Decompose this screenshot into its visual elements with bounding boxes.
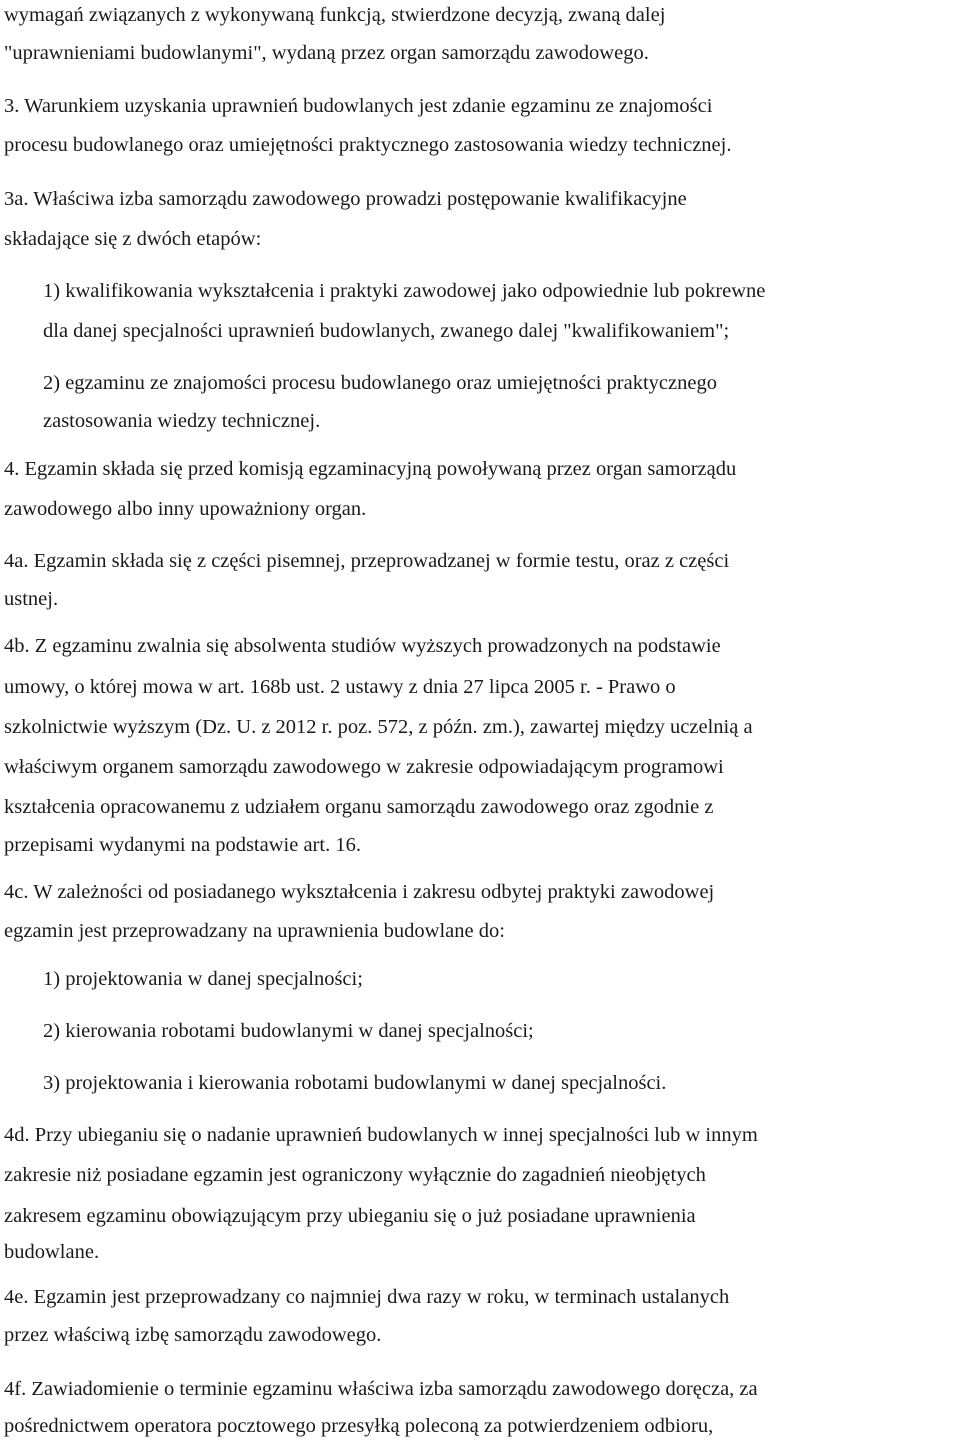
paragraph-4f-line: pośrednictwem operatora pocztowego przesyłką poleconą za potwierdzeniem odbioru, bbox=[4, 1415, 714, 1437]
paragraph-4b-line: umowy, o której mowa w art. 168b ust. 2 ustawy z dnia 27 lipca 2005 r. - Prawo o bbox=[4, 676, 676, 698]
list-item-projektowanie: 1) projektowania w danej specjalności; bbox=[43, 968, 363, 990]
paragraph-4d-line: zakresie niż posiadane egzamin jest ograniczony wyłącznie do zagadnień nieobjętych bbox=[4, 1164, 706, 1186]
paragraph-4e-line: 4e. Egzamin jest przeprowadzany co najmniej dwa razy w roku, w terminach ustalanych bbox=[4, 1286, 730, 1308]
list-item-1-line: dla danej specjalności uprawnień budowlanych, zwanego dalej "kwalifikowaniem"; bbox=[43, 320, 730, 342]
paragraph-4b-line: 4b. Z egzaminu zwalnia się absolwenta studiów wyższych prowadzonych na podstawie bbox=[4, 635, 721, 657]
list-item-kierowanie: 2) kierowania robotami budowlanymi w danej specjalności; bbox=[43, 1020, 534, 1042]
list-item-projektowanie-i-kierowanie: 3) projektowania i kierowania robotami budowlanymi w danej specjalności. bbox=[43, 1072, 667, 1094]
text-line: wymagań związanych z wykonywaną funkcją, stwierdzone decyzją, zwaną dalej bbox=[4, 4, 666, 26]
paragraph-4b-line: szkolnictwie wyższym (Dz. U. z 2012 r. poz. 572, z późn. zm.), zawartej między uczelnią a bbox=[4, 716, 753, 738]
paragraph-4d-line: zakresem egzaminu obowiązującym przy ubieganiu się o już posiadane uprawnienia bbox=[4, 1205, 696, 1227]
paragraph-3a-line: 3a. Właściwa izba samorządu zawodowego prowadzi postępowanie kwalifikacyjne bbox=[4, 188, 687, 210]
paragraph-3-line: 3. Warunkiem uzyskania uprawnień budowlanych jest zdanie egzaminu ze znajomości bbox=[4, 95, 713, 117]
list-item-2-line: zastosowania wiedzy technicznej. bbox=[43, 410, 321, 432]
paragraph-4a-line: 4a. Egzamin składa się z części pisemnej, przeprowadzanej w formie testu, oraz z części bbox=[4, 550, 730, 572]
paragraph-4d-line: 4d. Przy ubieganiu się o nadanie uprawnień budowlanych w innej specjalności lub w innym bbox=[4, 1124, 758, 1146]
paragraph-4f-line: 4f. Zawiadomienie o terminie egzaminu właściwa izba samorządu zawodowego doręcza, za bbox=[4, 1378, 758, 1400]
paragraph-4c-line: 4c. W zależności od posiadanego wykształcenia i zakresu odbytej praktyki zawodowej bbox=[4, 881, 715, 903]
paragraph-3a-line: składające się z dwóch etapów: bbox=[4, 228, 262, 250]
list-item-2-line: 2) egzaminu ze znajomości procesu budowlanego oraz umiejętności praktycznego bbox=[43, 372, 717, 394]
paragraph-4c-line: egzamin jest przeprowadzany na uprawnienia budowlane do: bbox=[4, 920, 505, 942]
paragraph-4-line: 4. Egzamin składa się przed komisją egzaminacyjną powoływaną przez organ samorządu bbox=[4, 458, 737, 480]
paragraph-4b-line: przepisami wydanymi na podstawie art. 16. bbox=[4, 834, 361, 856]
paragraph-4d-line: budowlane. bbox=[4, 1241, 100, 1263]
list-item-1-line: 1) kwalifikowania wykształcenia i praktyki zawodowej jako odpowiednie lub pokrewne bbox=[43, 280, 766, 302]
paragraph-4b-line: właściwym organem samorządu zawodowego w zakresie odpowiadającym programowi bbox=[4, 756, 724, 778]
paragraph-4b-line: kształcenia opracowanemu z udziałem organu samorządu zawodowego oraz zgodnie z bbox=[4, 796, 714, 818]
paragraph-3-line: procesu budowlanego oraz umiejętności praktycznego zastosowania wiedzy technicznej. bbox=[4, 134, 732, 156]
paragraph-4-line: zawodowego albo inny upoważniony organ. bbox=[4, 498, 367, 520]
paragraph-4a-line: ustnej. bbox=[4, 588, 59, 610]
paragraph-4e-line: przez właściwą izbę samorządu zawodowego. bbox=[4, 1324, 382, 1346]
text-line: "uprawnieniami budowlanymi", wydaną przez organ samorządu zawodowego. bbox=[4, 42, 649, 64]
